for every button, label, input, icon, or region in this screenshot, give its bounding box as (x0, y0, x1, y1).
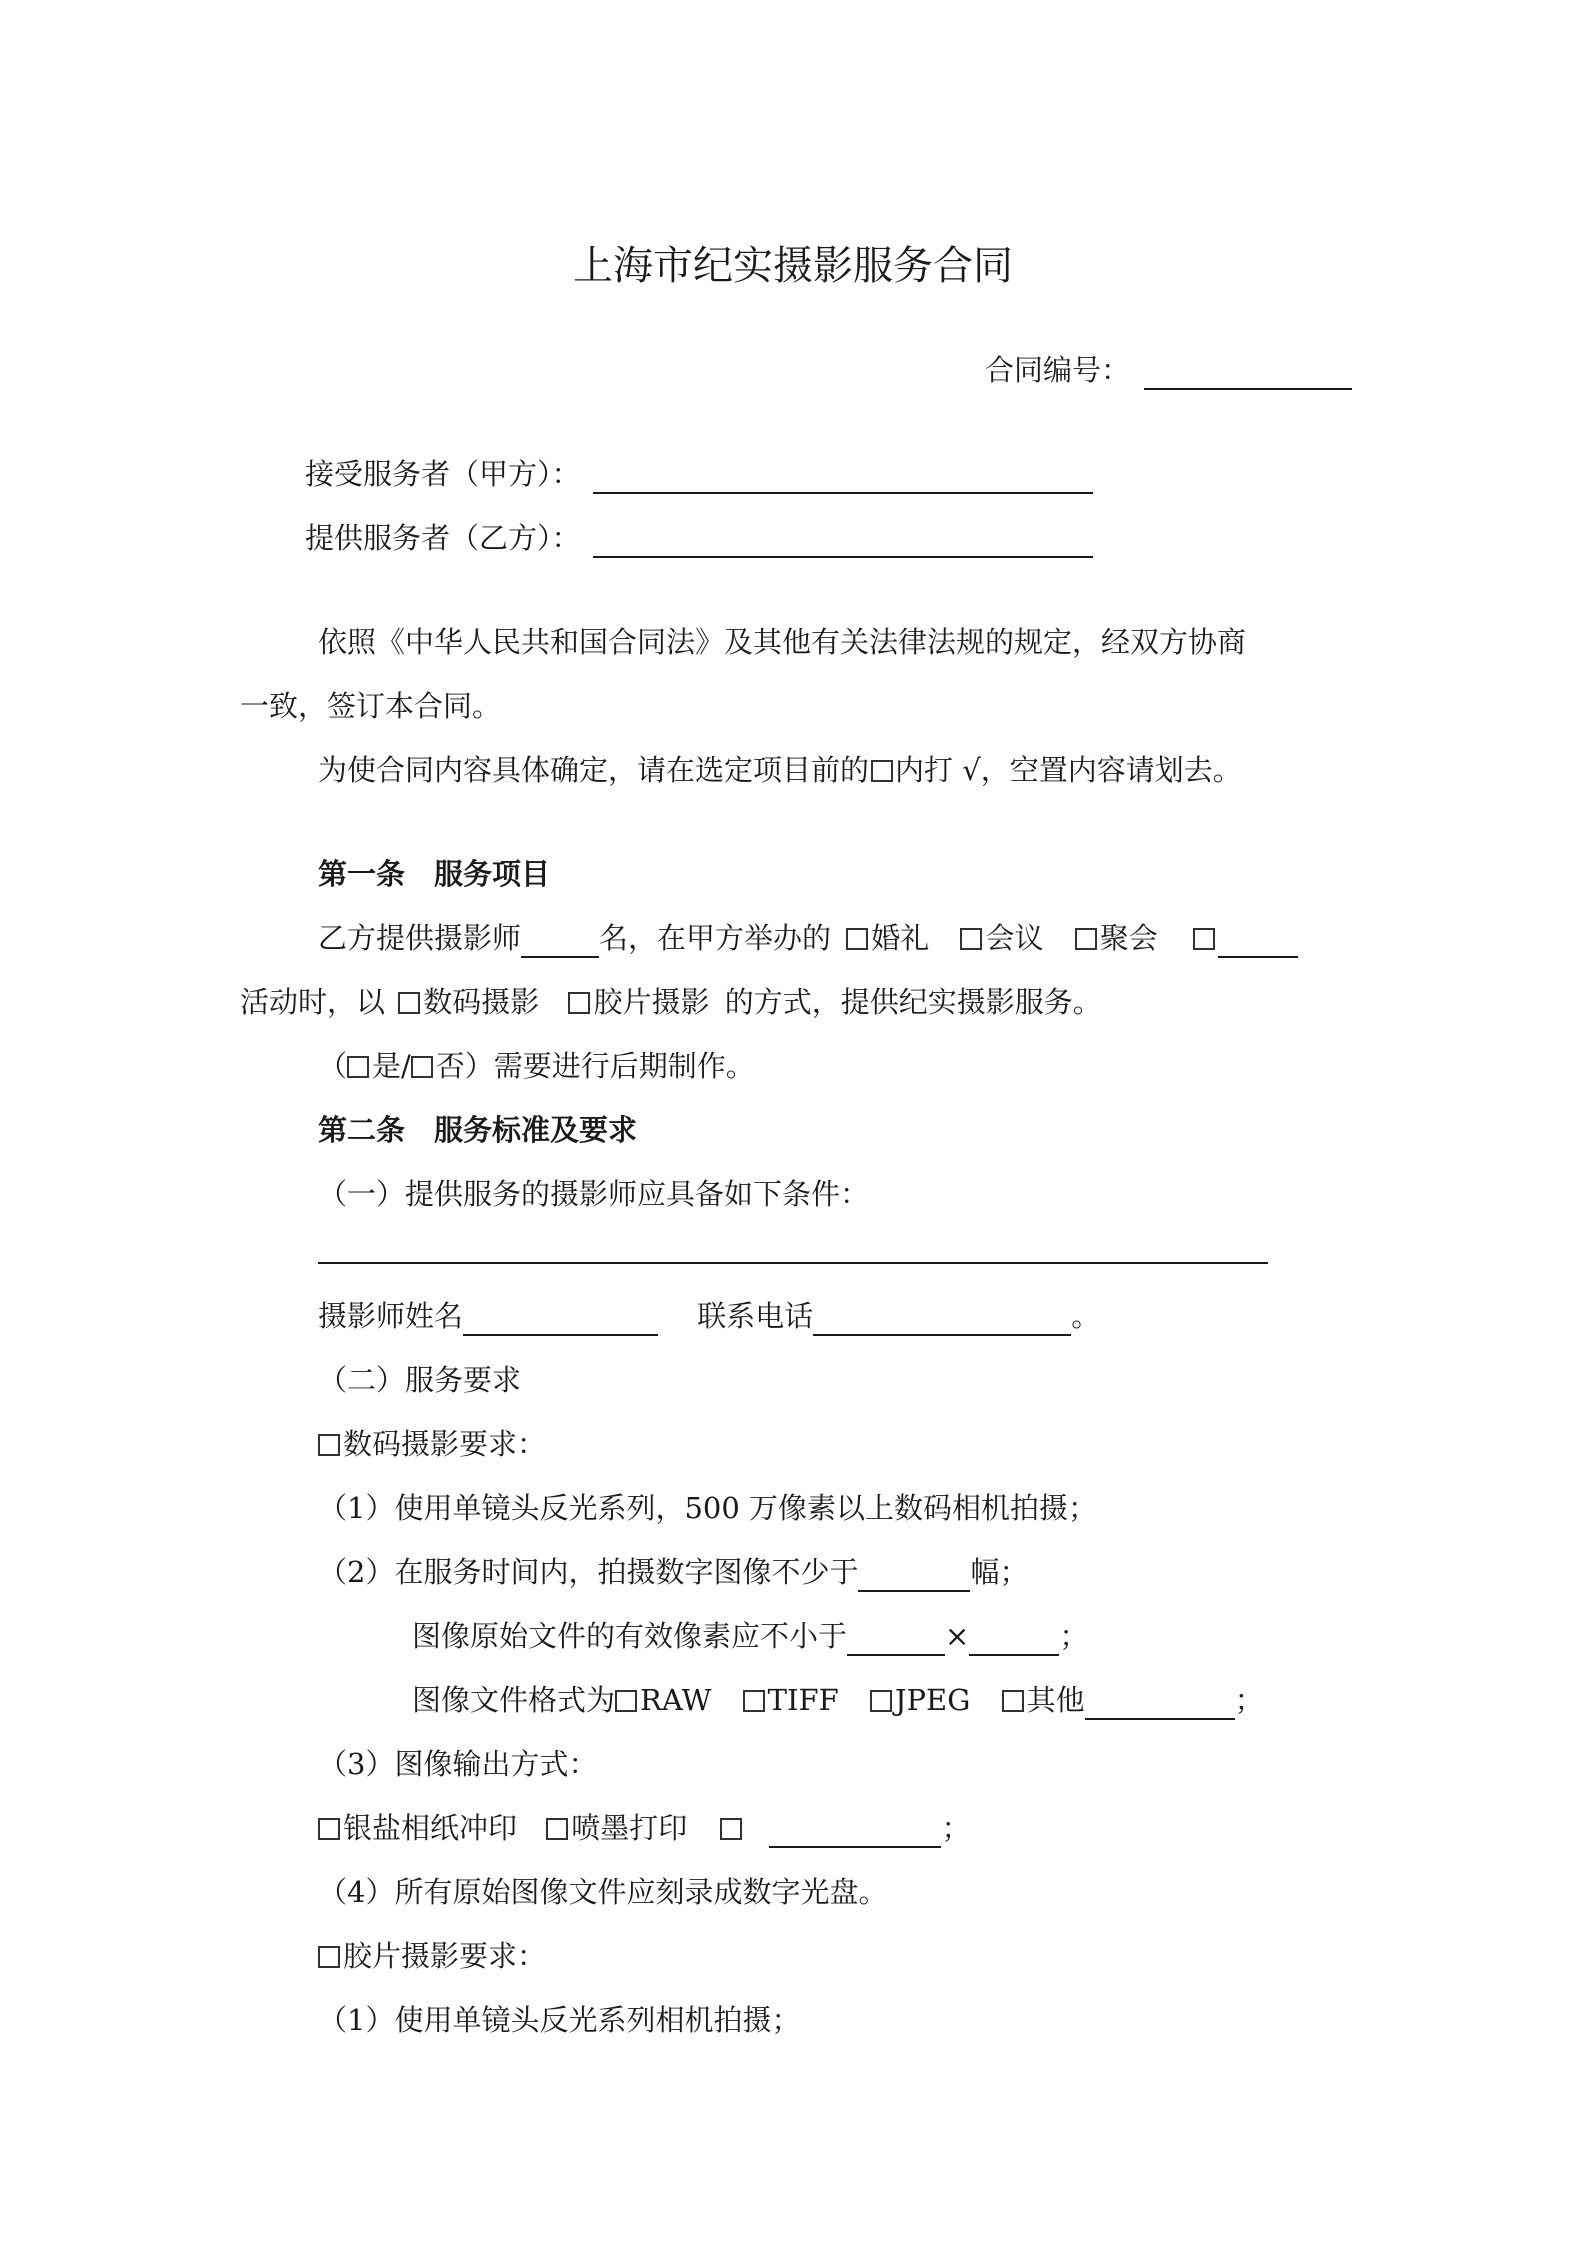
party-label: 聚会 (1099, 921, 1158, 955)
inkjet-print-label: 喷墨打印 (571, 1811, 688, 1845)
digital-req-pixels (412, 1616, 1088, 1656)
pixels-height-blank[interactable] (969, 1624, 1059, 1656)
digital-req-format (412, 1680, 1264, 1720)
article-2-heading: 第二条 服务标准及要求 (318, 1113, 638, 1147)
film-req-1: （1）使用单镜头反光系列相机拍摄； (318, 2003, 801, 2037)
intro-line-3 (318, 750, 1242, 790)
raw-label: RAW (640, 1683, 712, 1717)
contract-number-blank[interactable] (1144, 358, 1352, 390)
party-a-blank[interactable] (593, 462, 1093, 494)
other-output-checkbox[interactable] (720, 1818, 742, 1840)
service-method-text: 的方式，提供纪实摄影服务。 (724, 985, 1102, 1019)
article-1-line-1 (318, 918, 1298, 958)
party-b-label: 提供服务者（乙方）： (305, 521, 581, 555)
checkbox-icon (871, 760, 893, 782)
party-b-row (305, 518, 1093, 558)
digital-req-archive: （4）所有原始图像文件应刻录成数字光盘。 (318, 1875, 888, 1909)
meeting-label: 会议 (985, 921, 1044, 955)
other-format-blank[interactable] (1085, 1688, 1235, 1720)
tiff-checkbox[interactable] (743, 1690, 765, 1712)
page-title: 上海市纪实摄影服务合同 (573, 243, 1013, 289)
digital-requirements-label: 数码摄影要求： (343, 1427, 547, 1461)
post-no-checkbox[interactable] (411, 1056, 433, 1078)
format-label: 图像文件格式为 (412, 1683, 616, 1717)
digital-requirements-heading (318, 1424, 546, 1464)
jpeg-checkbox[interactable] (870, 1690, 892, 1712)
party-checkbox[interactable] (1075, 928, 1097, 950)
digital-requirements-checkbox[interactable] (318, 1434, 340, 1456)
intro-line-1: 依照《中华人民共和国合同法》及其他有关法律法规的规定，经双方协商 (318, 625, 1247, 659)
image-count-blank[interactable] (858, 1560, 970, 1592)
film-requirements-label: 胶片摄影要求： (343, 1939, 547, 1973)
contract-number-label: 合同编号： (985, 353, 1131, 387)
other-output-blank[interactable] (769, 1816, 941, 1848)
output-method-row (318, 1808, 970, 1848)
image-count-label: （2）在服务时间内，拍摄数字图像不少于 (318, 1555, 859, 1589)
photographer-info-row (318, 1296, 1100, 1336)
method-label: 活动时，以 (240, 985, 386, 1019)
article-1-heading: 第一条 服务项目 (318, 857, 551, 891)
digital-req-1: （1）使用单镜头反光系列，500 万像素以上数码相机拍摄； (318, 1491, 1098, 1525)
phone-end: 。 (1071, 1299, 1101, 1333)
pixels-end: ； (1059, 1619, 1089, 1653)
output-method-heading: （3）图像输出方式： (318, 1747, 598, 1781)
contract-number-row (985, 350, 1352, 390)
digital-photo-label: 数码摄影 (423, 985, 540, 1019)
raw-checkbox[interactable] (615, 1690, 637, 1712)
post-production-row (318, 1046, 755, 1086)
film-photo-label: 胶片摄影 (593, 985, 710, 1019)
output-end: ； (941, 1811, 971, 1845)
film-requirements-checkbox[interactable] (318, 1946, 340, 1968)
intro-line-3a: 为使合同内容具体确定，请在选定项目前的 (318, 753, 870, 787)
event-host-label: 名，在甲方举办的 (599, 921, 832, 955)
format-end: ； (1234, 1683, 1264, 1717)
photographer-name-label: 摄影师姓名 (318, 1299, 464, 1333)
silver-print-label: 银盐相纸冲印 (343, 1811, 518, 1845)
post-yes-label: 是/ (372, 1049, 411, 1083)
phone-label: 联系电话 (697, 1299, 814, 1333)
jpeg-label: JPEG (894, 1683, 971, 1717)
article-1-line-2 (240, 982, 1102, 1022)
meeting-checkbox[interactable] (960, 928, 982, 950)
post-open-paren: （ (318, 1049, 348, 1083)
film-requirements-heading (318, 1936, 546, 1976)
party-a-row (305, 454, 1093, 494)
pixels-times: × (945, 1619, 970, 1653)
pixels-width-blank[interactable] (847, 1624, 945, 1656)
photographer-conditions-blank[interactable] (318, 1262, 1268, 1264)
tiff-label: TIFF (767, 1683, 839, 1717)
party-b-blank[interactable] (593, 526, 1093, 558)
phone-blank[interactable] (813, 1304, 1071, 1336)
post-yes-checkbox[interactable] (347, 1056, 369, 1078)
other-format-checkbox[interactable] (1002, 1690, 1024, 1712)
other-event-blank[interactable] (1218, 926, 1298, 958)
digital-photo-checkbox[interactable] (398, 992, 420, 1014)
digital-req-2 (318, 1552, 1028, 1592)
wedding-label: 婚礼 (871, 921, 930, 955)
other-event-checkbox[interactable] (1193, 928, 1215, 950)
wedding-checkbox[interactable] (846, 928, 868, 950)
intro-line-2: 一致，签订本合同。 (240, 689, 502, 723)
other-format-label: 其他 (1026, 1683, 1085, 1717)
pixels-label: 图像原始文件的有效像素应不小于 (412, 1619, 848, 1653)
photographer-count-blank[interactable] (521, 926, 599, 958)
photographer-name-blank[interactable] (463, 1304, 658, 1336)
photographer-count-label: 乙方提供摄影师 (318, 921, 522, 955)
inkjet-print-checkbox[interactable] (546, 1818, 568, 1840)
intro-line-3b: 内打 √，空置内容请划去。 (895, 753, 1242, 787)
party-a-label: 接受服务者（甲方）： (305, 457, 581, 491)
requirements-sub-2: （二）服务要求 (318, 1363, 522, 1397)
post-no-label: 否）需要进行后期制作。 (435, 1049, 755, 1083)
silver-print-checkbox[interactable] (318, 1818, 340, 1840)
requirements-sub-1: （一）提供服务的摄影师应具备如下条件： (318, 1177, 870, 1211)
image-count-unit: 幅； (970, 1555, 1029, 1589)
film-photo-checkbox[interactable] (568, 992, 590, 1014)
